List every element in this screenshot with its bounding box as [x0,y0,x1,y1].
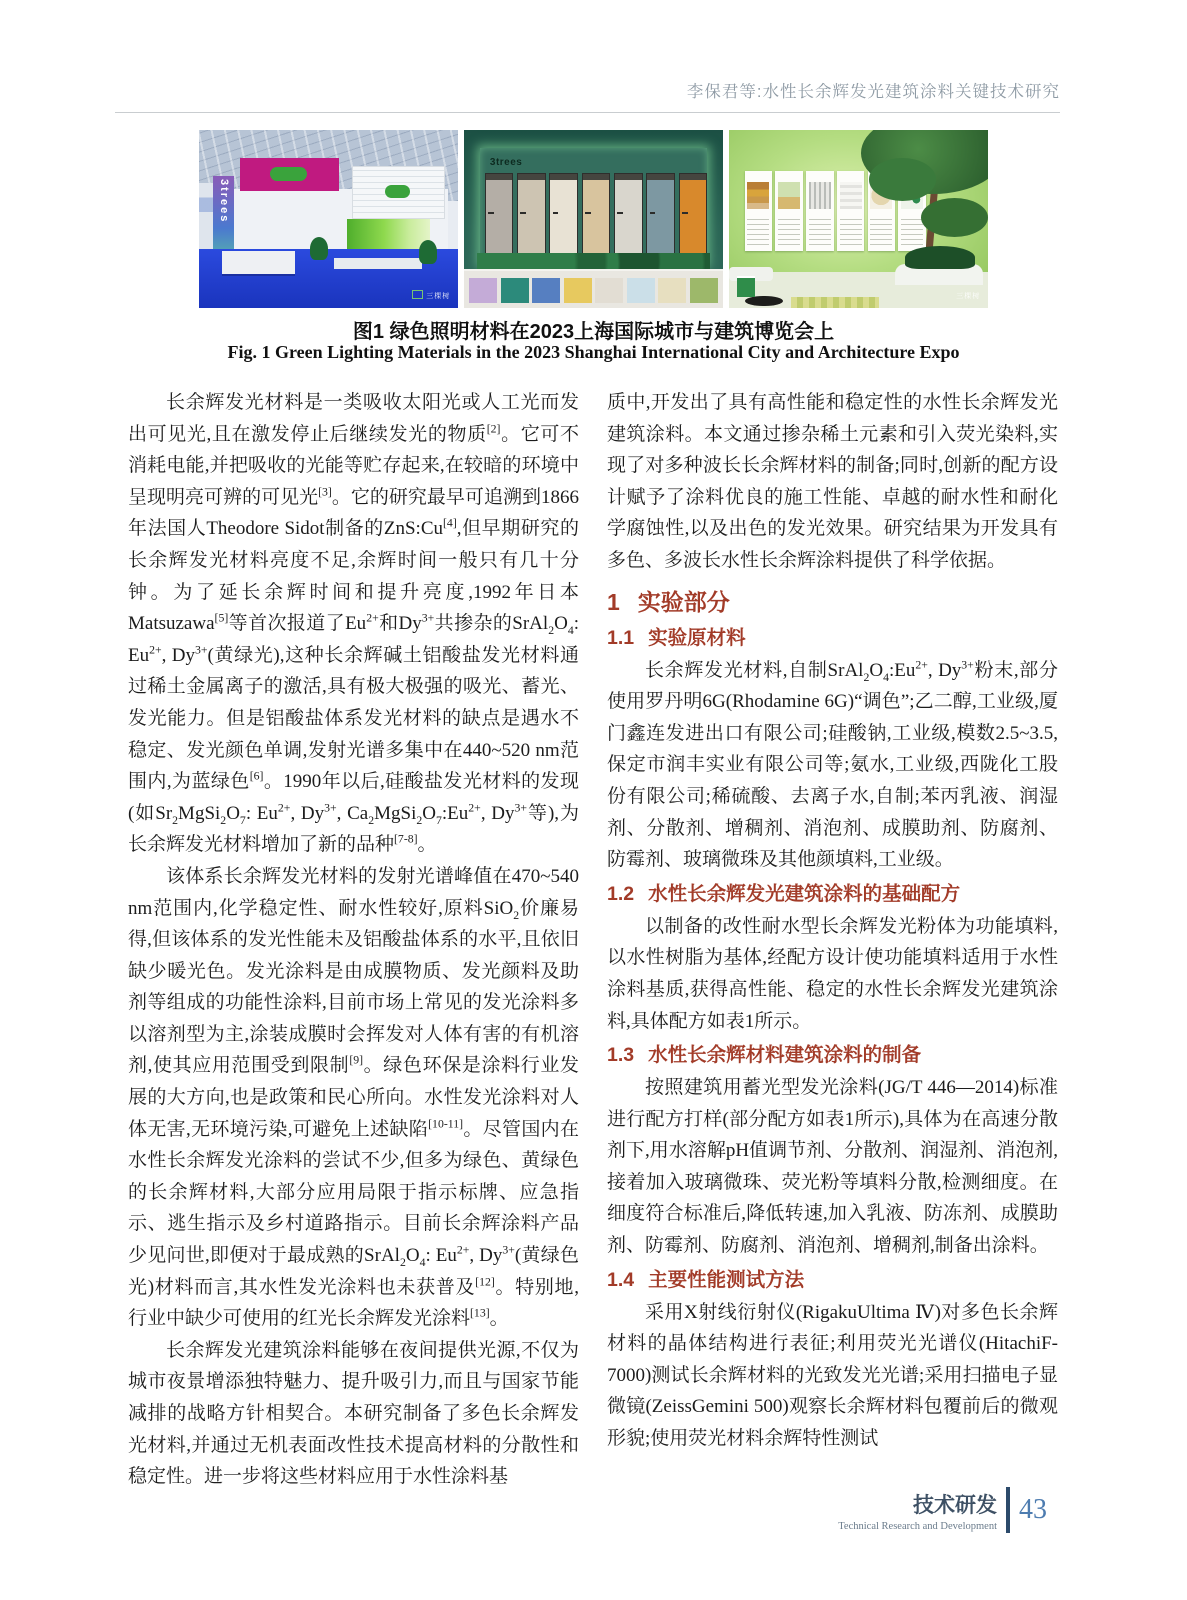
sample-board [564,278,592,303]
booth-brand-text: 3trees [217,179,230,224]
booth-watermark: 三棵树 [412,290,450,301]
sample-board [501,278,529,303]
section-title: 实验原材料 [648,626,746,649]
section-number: 1.4 [607,1268,635,1291]
page-number: 43 [1019,1494,1047,1525]
booth-bench [334,258,422,269]
header-rule [115,112,1060,113]
poster-panel [775,171,803,251]
showroom-brand-text: 3trees [489,156,523,168]
plant [419,240,437,263]
body-paragraph: 长余辉发光建筑涂料能够在夜间提供光源,不仅为城市夜景增添独特魅力、提升吸引力,而且与国家节能减排的战略方针相契合。本研究制备了多色长余辉发光材料,并通过无机表面改性技术提高材料的分散性和稳定性。进一步将这些材料应用于水性涂料基 [128,1339,579,1488]
brand-logo [385,185,409,198]
right-column [607,387,1058,1455]
section-number: 1.1 [607,626,635,649]
footer-divider [1006,1487,1010,1533]
booth-magenta-banner [240,158,338,190]
plant [905,246,975,269]
section-title: 水性长余辉发光建筑涂料的基础配方 [648,882,961,905]
sample-board [658,278,686,303]
body-paragraph: 采用X射线衍射仪(RigakuUltima Ⅳ)对多色长余辉材料的晶体结构进行表征;利用荧光光谱仪(HitachiF-7000)测试长余辉材料的光致发光光谱;采用扫描电子显微镜(ZeissGemini 500)观察长余辉材料包覆前后的微观形貌;使用荧光材料余辉特性测试 [607,1301,1058,1450]
running-head: 李保君等:水性长余辉发光建筑涂料关键技术研究 [686,83,1060,101]
poster-wall-watermark: 三棵树 [956,292,981,300]
poster-panel [806,171,834,251]
door-panel [679,173,708,255]
section-heading-1-3 [607,1041,1058,1069]
door-panel [517,173,546,255]
tree-foliage [869,158,936,201]
section-number: 1.3 [607,1044,635,1067]
poster-panel [837,171,865,251]
body-paragraph: 按照建筑用蓄光型发光涂料(JG/T 446—2014)标准进行配方打样(部分配方如表1所示),具体为在高速分散剂下,用水溶解pH值调节剂、分散剂、润湿剂、消泡剂,接着加入玻璃微珠、荧光粉等填料分散,检测细度。在细度符合标准后,降低转速,加入乳液、防冻剂、成膜助剂、防霉剂、防腐剂、消泡剂、增稠剂,制备出涂料。 [607,1077,1058,1257]
left-column [128,387,579,1493]
sample-board [595,278,623,303]
green-sign [737,276,755,297]
poster-panel [745,171,773,251]
body-paragraph: 该体系长余辉发光材料的发射光谱峰值在470~540 nm范围内,化学稳定性、耐水性较好,原料SiO$_2$价廉易得,但该体系的发光性能未及铝酸盐体系的水平,且依旧缺少暖光色。发光涂料是由成膜物质、发光颜料及助剂等组成的功能性涂料,目前市场上常见的发光涂料多以溶剂型为主,涂装成膜时会挥发对人体有害的有机溶剂,使其应用范围受到限制[9]。绿色环保是涂料行业发展的大方向,也是政策和民心所向。水性发光涂料对人体无害,无环境污染,可避免上述缺陷[10-11]。尽管国内在水性长余辉发光涂料的尝试不少,但多为绿色、黄绿色的长余辉材料,大部分应用局限于指示标牌、应急指示、逃生指示及乡村道路指示。目前长余辉涂料产品少见问世,即便对于最成熟的$SrAl_2O_4$: $Eu^{2+}$, $Dy^{3+}$(黄绿色光)材料而言,其水性发光涂料也未获普及[12]。特别地,行业中缺少可使用的红光长余辉发光涂料[13]。 [128,865,579,1330]
photo-exhibition-booth [199,130,458,308]
tree-foliage [921,198,988,237]
door-panel [549,173,578,255]
booth-counter [222,251,295,274]
booth-led-screen [352,166,445,219]
section-heading-1-1 [607,624,1058,652]
door-panel [485,173,514,255]
section-title: 主要性能测试方法 [648,1268,805,1291]
page-footer [838,1487,1047,1533]
body-paragraph: 长余辉发光材料是一类吸收太阳光或人工光而发出可见光,且在激发停止后继续发光的物质[2]。它可不消耗电能,并把吸收的光能等贮存起来,在较暗的环境中呈现明亮可辨的可见光[3]。它的研究最早可追溯到1866年法国人Theodore Sidot制备的ZnS:Cu[4],但早期研究的长余辉发光材料亮度不足,余辉时间一般只有几十分钟。为了延长余辉时间和提升亮度,1992年日本Matsuzawa[5]等首次报道了$Eu^{2+}$和$Dy^{3+}$共掺杂的$SrAl_2O_4$: $Eu^{2+}$, $Dy^{3+}$(黄绿光),这种长余辉碱土铝酸盐发光材料通过稀土金属离子的激活,具有极大极强的吸光、蓄光、发光能力。但是铝酸盐体系发光材料的缺点是遇水不稳定、发光颜色单调,发射光谱多集中在440~520 nm范围内,为蓝绿色[6]。1990年以后,硅酸盐发光材料的发现(如$Sr_2MgSi_2O_7$: $Eu^{2+}$, $Dy^{3+}$, $Ca_2MgSi_2O_7:Eu^{2+}$, $Dy^{3+}$等),为长余辉发光材料增加了新的品种[7-8]。 [128,392,580,856]
section-heading-1-2 [607,880,1058,908]
section-title: 水性长余辉材料建筑涂料的制备 [648,1044,922,1067]
sample-board [469,278,497,303]
brand-logo [270,167,307,181]
striped-rug [791,297,879,308]
body-paragraph: 以制备的改性耐水型长余辉发光粉体为功能填料,以水性树脂为基体,经配方设计使功能填料适用于水性涂料基质,获得高性能、稳定的水性长余辉发光建筑涂料,具体配方如表1所示。 [607,915,1058,1032]
door-panel [646,173,675,255]
door-panel-row [485,173,708,255]
section-heading-1 [607,587,1058,617]
body-paragraph: 长余辉发光材料,自制$SrAl_2O_4:Eu^{2+}$, $Dy^{3+}$粉末,部分使用罗丹明6G(Rhodamine 6G)“调色”;乙二醇,工业级,厦门鑫连发进出口有限公司;硅酸钠,工业级,模数2.5~3.5,保定市润丰实业有限公司等;氨水,工业级,西陇化工股份有限公司;稀硫酸、去离子水,自制;苯丙乳液、润湿剂、分散剂、增稠剂、消泡剂、成膜助剂、防腐剂、防霉剂、玻璃微珠及其他颜填料,工业级。 [607,658,1058,871]
sample-board-row [469,278,718,303]
section-number: 1 [607,588,620,615]
door-panel [582,173,611,255]
figure-caption-zh: 图1 绿色照明材料在2023上海国际城市与建筑博览会上 [352,321,835,343]
sample-board [627,278,655,303]
footer-section-labels [838,1489,997,1532]
photo-panel-showroom [464,130,723,308]
footer-label-zh: 技术研发 [913,1493,997,1517]
section-title: 实验部分 [637,588,730,615]
plant [310,237,328,260]
footer-label-en: Technical Research and Development [838,1520,997,1532]
body-paragraph: 质中,开发出了具有高性能和稳定性的水性长余辉发光建筑涂料。本文通过掺杂稀土元素和引入荧光染料,实现了对多种波长长余辉材料的制备;同时,创新的配方设计赋予了涂料优良的施工性能、卓越的耐水性和耐化学腐蚀性,以及出色的发光效果。研究结果为开发具有多色、多波长水性长余辉涂料提供了科学依据。 [607,392,1058,571]
figure-caption-en: Fig. 1 Green Lighting Materials in the 2023 Shanghai International City and Architecture Expo [227,342,960,362]
photo-poster-wall [729,130,988,308]
figure-photos [199,130,988,308]
section-number: 1.2 [607,882,635,905]
sample-board [690,278,718,303]
sample-board [532,278,560,303]
section-heading-1-4 [607,1266,1058,1294]
door-panel [614,173,643,255]
